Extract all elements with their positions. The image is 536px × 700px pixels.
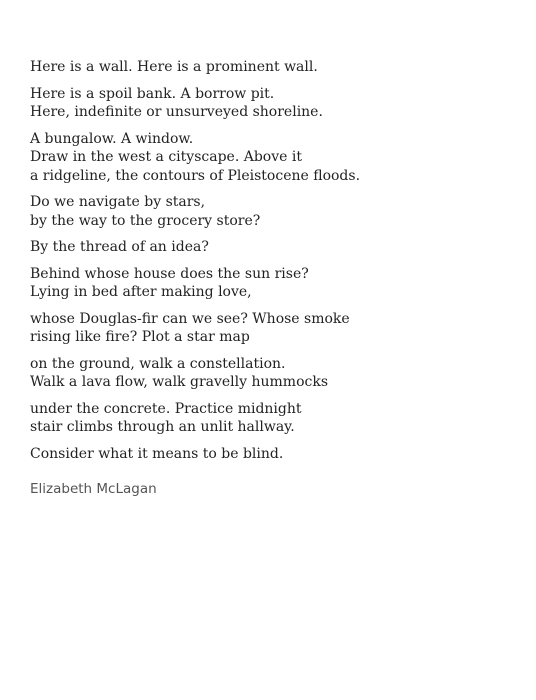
poem-line: Here is a wall. Here is a prominent wall. bbox=[30, 59, 318, 75]
stanza-10 bbox=[30, 445, 510, 464]
stanza-2 bbox=[30, 85, 510, 122]
poem-line: Do we navigate by stars, bbox=[30, 194, 206, 210]
poem-line: Consider what it means to be blind. bbox=[30, 445, 284, 462]
stanza-6 bbox=[30, 265, 510, 302]
poem-line: By the thread of an idea? bbox=[30, 239, 209, 255]
poem-line: rising like fire? Plot a star map bbox=[30, 329, 250, 345]
stanza-5 bbox=[30, 238, 510, 257]
poem-line: a ridgeline, the contours of Pleistocene floods. bbox=[30, 167, 361, 184]
stanza-9 bbox=[30, 400, 510, 437]
poem-line: whose Douglas-fir can we see? Whose smoke bbox=[30, 310, 350, 327]
poem-line: on the ground, walk a constellation. bbox=[30, 355, 286, 372]
poem-line: by the way to the grocery store? bbox=[30, 212, 261, 229]
stanza-4 bbox=[30, 193, 510, 230]
stanza-7 bbox=[30, 310, 510, 347]
poem-line: under the concrete. Practice midnight bbox=[30, 400, 302, 417]
poem-line: Lying in bed after making love, bbox=[30, 284, 252, 300]
poem-line: Walk a lava flow, walk gravelly hummocks bbox=[30, 374, 329, 390]
poem-line: A bungalow. A window. bbox=[30, 130, 194, 147]
stanza-3 bbox=[30, 130, 510, 186]
poem-line: Behind whose house does the sun rise? bbox=[30, 265, 309, 282]
author-name: Elizabeth McLagan bbox=[30, 481, 157, 497]
poem-line: stair climbs through an unlit hallway. bbox=[30, 419, 295, 435]
stanza-1 bbox=[30, 58, 510, 77]
poem-line: Here is a spoil bank. A borrow pit. bbox=[30, 85, 275, 102]
poem-line: Here, indefinite or unsurveyed shoreline. bbox=[30, 104, 323, 120]
poem-line: Draw in the west a cityscape. Above it bbox=[30, 149, 302, 165]
poem-body bbox=[30, 58, 510, 471]
stanza-8 bbox=[30, 355, 510, 392]
